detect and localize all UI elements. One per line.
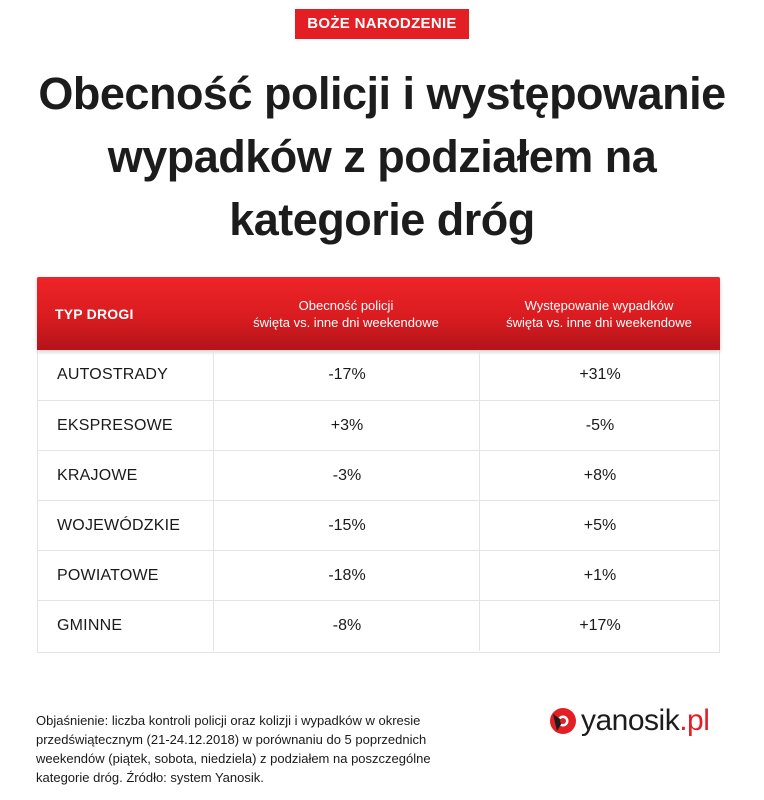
category-badge: BOŻE NARODZENIE (295, 9, 469, 39)
accidents-value-cell: +1% (479, 551, 720, 601)
road-type-cell: KRAJOWE (57, 467, 138, 484)
police-value-cell: -17% (213, 350, 480, 400)
table-row (38, 550, 719, 601)
yanosik-logo-icon (548, 706, 578, 736)
accidents-value-cell: +31% (479, 350, 720, 400)
road-type-cell: EKSPRESOWE (57, 417, 173, 434)
header-police-line-1: Obecność policji (298, 297, 394, 313)
data-table (37, 277, 720, 653)
header-accidents-line-1: Występowanie wypadków (524, 297, 674, 313)
note-line-1: Objaśnienie: liczba kontroli policji oraz kolizji i wypadków w okresie (36, 713, 421, 728)
header-police-line-2: święta vs. inne dni weekendowe (253, 314, 439, 330)
table-row (38, 400, 719, 451)
road-type-cell: WOJEWÓDZKIE (57, 517, 181, 534)
table-row (38, 500, 719, 551)
accidents-value-cell: +8% (479, 451, 720, 501)
logo-wordmark (581, 704, 709, 738)
accidents-value-cell: -5% (479, 401, 720, 451)
police-value-cell: +3% (213, 401, 480, 451)
title-line-3: kategorie dróg (229, 194, 535, 245)
title-line-1: Obecność policji i występowanie (38, 68, 726, 119)
note-line-2: przedświątecznym (21-24.12.2018) w porównaniu do 5 poprzednich (36, 732, 427, 747)
table-row (38, 600, 719, 651)
road-type-cell: AUTOSTRADY (57, 366, 169, 383)
table-row (38, 450, 719, 501)
badge-container (0, 9, 764, 39)
note-line-4: kategorie dróg. Źródło: system Yanosik. (36, 770, 264, 785)
explanation-note (36, 711, 486, 787)
header-accidents (479, 277, 719, 350)
header-road-type: TYP DROGI (55, 305, 134, 322)
logo-tld: .pl (679, 704, 710, 737)
page-title (0, 62, 764, 251)
police-value-cell: -3% (213, 451, 480, 501)
title-line-2: wypadków z podziałem na (107, 131, 657, 182)
table-row (38, 350, 719, 400)
table-header (37, 277, 720, 350)
police-value-cell: -18% (213, 551, 480, 601)
header-police-presence (213, 277, 479, 350)
road-type-cell: POWIATOWE (57, 567, 159, 584)
road-type-cell: GMINNE (57, 617, 123, 634)
police-value-cell: -15% (213, 501, 480, 551)
header-accidents-line-2: święta vs. inne dni weekendowe (506, 314, 692, 330)
accidents-value-cell: +5% (479, 501, 720, 551)
logo-name: yanosik (581, 704, 680, 737)
note-line-3: weekendów (piątek, sobota, niedziela) z podziałem na poszczególne (36, 751, 431, 766)
accidents-value-cell: +17% (479, 601, 720, 651)
yanosik-logo (548, 701, 709, 741)
police-value-cell: -8% (213, 601, 480, 651)
